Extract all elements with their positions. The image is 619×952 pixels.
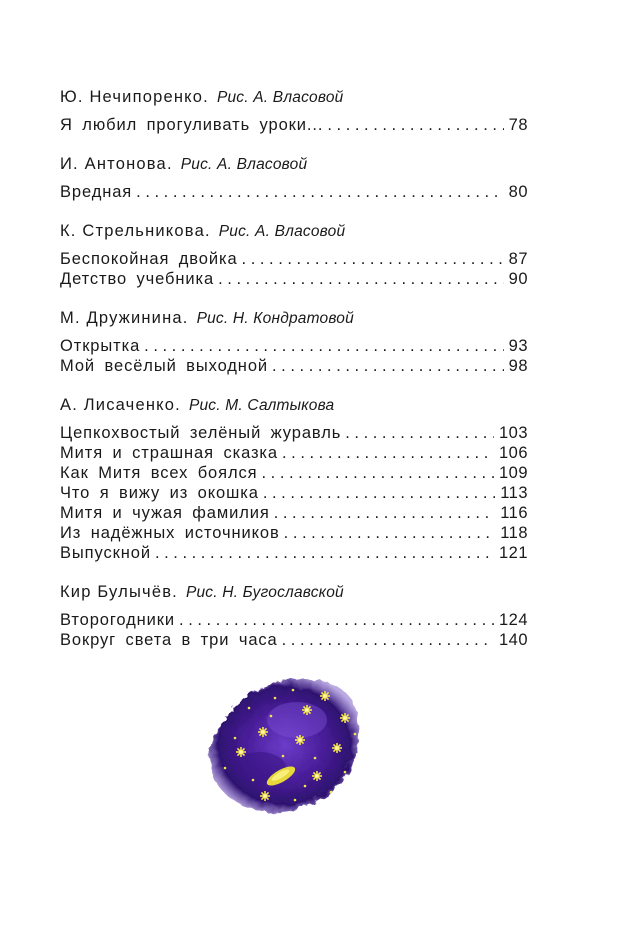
author-line xyxy=(60,394,528,417)
dot-leader xyxy=(242,249,504,269)
entry-title: Я любил прогуливать уроки... xyxy=(60,116,324,134)
entry-page-number: 98 xyxy=(508,357,528,375)
star-dot xyxy=(314,757,317,760)
toc-entry[interactable] xyxy=(60,610,528,630)
dot-leader xyxy=(282,630,494,650)
entry-title: Из надёжных источников xyxy=(60,524,280,542)
toc-section xyxy=(60,86,528,135)
galaxy-illustration xyxy=(205,668,365,818)
illustrator-credit: Рис. А. Власовой xyxy=(216,89,344,106)
toc-section xyxy=(60,394,528,563)
dot-leader xyxy=(327,115,503,135)
dot-leader xyxy=(284,523,496,543)
entry-page-number: 140 xyxy=(498,631,528,649)
toc-entry[interactable] xyxy=(60,115,528,135)
dot-leader xyxy=(179,610,494,630)
entry-title: Вредная xyxy=(60,183,133,201)
author-line xyxy=(60,220,528,243)
toc-entry[interactable] xyxy=(60,630,528,650)
toc-entry[interactable] xyxy=(60,423,528,443)
dot-leader xyxy=(345,423,494,443)
star-dot xyxy=(274,697,277,700)
author-name: К. Стрельникова. xyxy=(60,222,211,240)
entry-title: Как Митя всех боялся xyxy=(60,464,258,482)
toc-entry[interactable] xyxy=(60,523,528,543)
illustrator-credit: Рис. А. Власовой xyxy=(218,223,346,240)
entry-title: Открытка xyxy=(60,337,141,355)
star-dot xyxy=(270,715,273,718)
toc-entry[interactable] xyxy=(60,463,528,483)
entry-page-number: 124 xyxy=(498,611,528,629)
star-icon xyxy=(258,727,268,737)
star-dot xyxy=(292,689,295,692)
entry-page-number: 80 xyxy=(508,183,528,201)
dot-leader xyxy=(136,182,503,202)
entry-title: Детство учебника xyxy=(60,270,215,288)
table-of-contents xyxy=(60,86,528,668)
entry-page-number: 106 xyxy=(498,444,528,462)
entry-page-number: 118 xyxy=(500,524,528,542)
star-dot xyxy=(248,707,251,710)
entry-title: Выпускной xyxy=(60,544,151,562)
illustrator-credit: Рис. А. Власовой xyxy=(180,156,308,173)
star-dot xyxy=(354,733,357,736)
entry-page-number: 103 xyxy=(498,424,528,442)
star-icon xyxy=(302,705,312,715)
author-name: И. Антонова. xyxy=(60,155,173,173)
star-icon xyxy=(295,735,305,745)
entry-page-number: 87 xyxy=(508,250,528,268)
toc-section xyxy=(60,153,528,202)
star-dot xyxy=(224,767,227,770)
star-icon xyxy=(260,791,270,801)
dot-leader xyxy=(218,269,504,289)
toc-entry[interactable] xyxy=(60,543,528,563)
entry-page-number: 78 xyxy=(508,116,528,134)
author-name: Кир Булычёв. xyxy=(60,583,178,601)
entry-page-number: 113 xyxy=(500,484,528,502)
toc-section xyxy=(60,220,528,289)
toc-entry[interactable] xyxy=(60,336,528,356)
author-line xyxy=(60,307,528,330)
star-icon xyxy=(312,771,322,781)
author-line xyxy=(60,86,528,109)
entry-title: Мой весёлый выходной xyxy=(60,357,269,375)
toc-entry[interactable] xyxy=(60,356,528,376)
entry-title: Что я вижу из окошка xyxy=(60,484,259,502)
entry-title: Цепкохвостый зелёный журавль xyxy=(60,424,342,442)
author-name: А. Лисаченко. xyxy=(60,396,181,414)
star-icon xyxy=(332,743,342,753)
entry-title: Второгодники xyxy=(60,611,176,629)
toc-entry[interactable] xyxy=(60,503,528,523)
dot-leader xyxy=(155,543,494,563)
toc-section xyxy=(60,581,528,650)
star-icon xyxy=(236,747,246,757)
star-dot xyxy=(330,791,333,794)
toc-section xyxy=(60,307,528,376)
author-name: М. Дружинина. xyxy=(60,309,189,327)
star-icon xyxy=(340,713,350,723)
star-dot xyxy=(234,737,237,740)
toc-entry[interactable] xyxy=(60,249,528,269)
entry-title: Беспокойная двойка xyxy=(60,250,238,268)
author-name: Ю. Нечипоренко. xyxy=(60,88,209,106)
star-dot xyxy=(252,779,255,782)
dot-leader xyxy=(274,503,495,523)
entry-title: Митя и чужая фамилия xyxy=(60,504,270,522)
toc-entry[interactable] xyxy=(60,483,528,503)
dot-leader xyxy=(261,463,493,483)
illustrator-credit: Рис. М. Салтыкова xyxy=(188,397,335,414)
entry-page-number: 121 xyxy=(498,544,528,562)
star-dot xyxy=(344,771,347,774)
toc-entry[interactable] xyxy=(60,443,528,463)
star-dot xyxy=(282,755,285,758)
star-icon xyxy=(320,691,330,701)
star-dot xyxy=(294,799,297,802)
illustrator-credit: Рис. Н. Кондратовой xyxy=(196,310,354,327)
entry-title: Вокруг света в три часа xyxy=(60,631,278,649)
dot-leader xyxy=(282,443,494,463)
illustrator-credit: Рис. Н. Бугославской xyxy=(185,584,344,601)
entry-title: Митя и страшная сказка xyxy=(60,444,278,462)
entry-page-number: 90 xyxy=(508,270,528,288)
dot-leader xyxy=(263,483,495,503)
entry-page-number: 109 xyxy=(498,464,528,482)
toc-entry[interactable] xyxy=(60,269,528,289)
author-line xyxy=(60,153,528,176)
entry-page-number: 93 xyxy=(508,337,528,355)
author-line xyxy=(60,581,528,604)
entry-page-number: 116 xyxy=(500,504,528,522)
dot-leader xyxy=(272,356,504,376)
toc-entry[interactable] xyxy=(60,182,528,202)
dot-leader xyxy=(144,336,503,356)
star-dot xyxy=(304,785,307,788)
